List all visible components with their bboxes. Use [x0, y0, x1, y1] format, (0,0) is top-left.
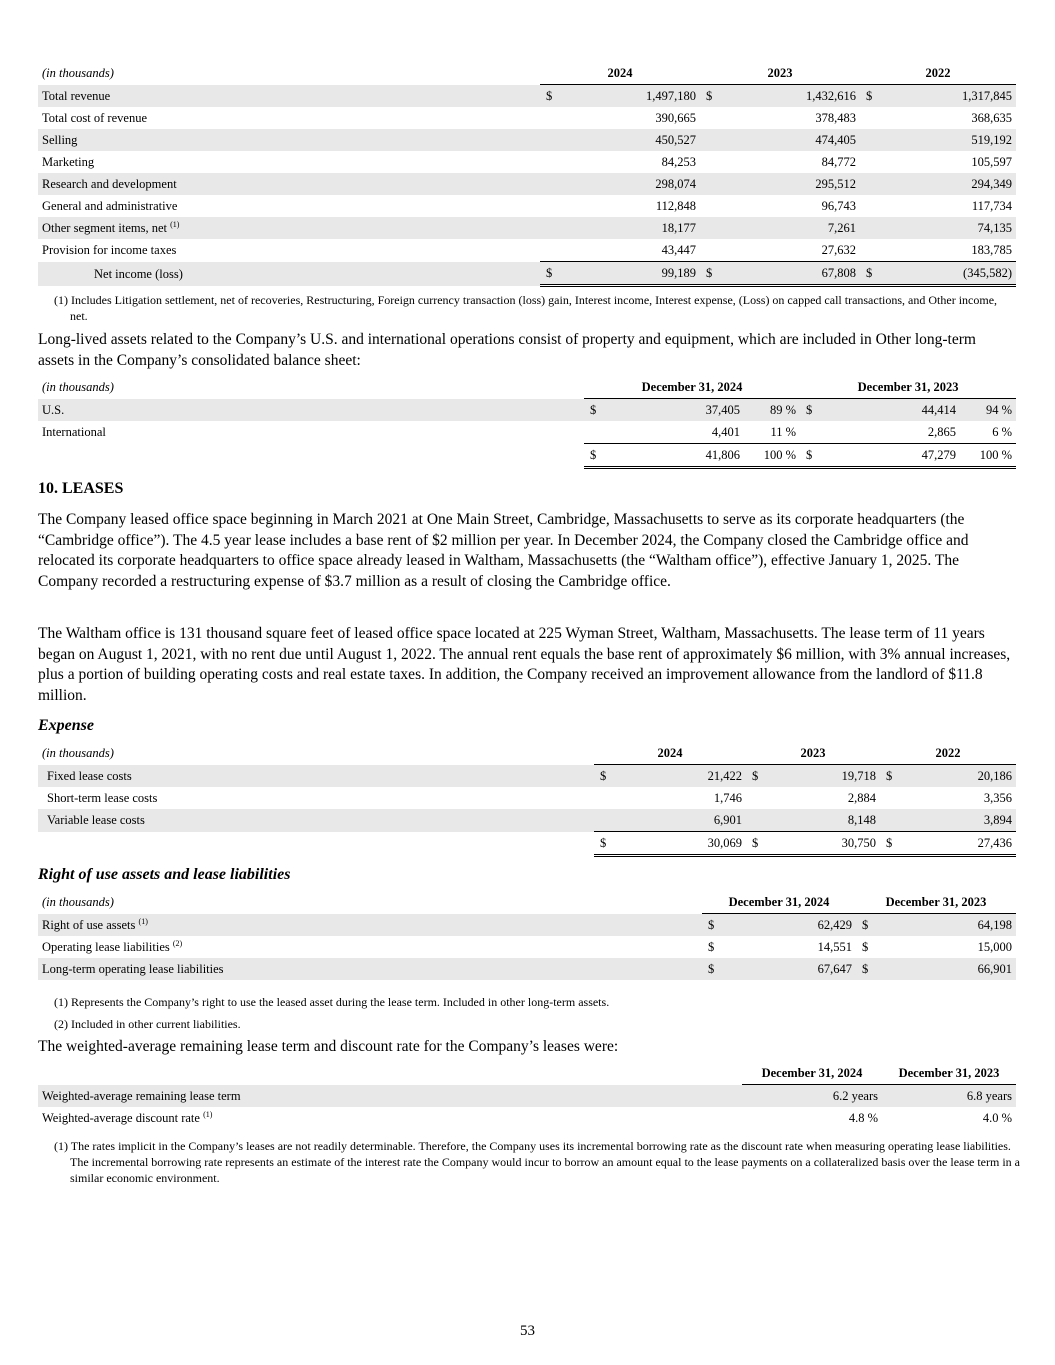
table-row [38, 914, 1016, 937]
row-label: Fixed lease costs [38, 765, 594, 788]
cell-value: 390,665 [655, 111, 696, 125]
table-row [38, 1107, 1016, 1129]
cell-value: 378,483 [815, 111, 856, 125]
row-label: Total cost of revenue [42, 111, 147, 125]
segment-income-table [38, 62, 1016, 287]
row-label-text: Other segment items, net [42, 221, 167, 235]
table-row [38, 958, 1016, 980]
cell-value: 84,772 [821, 155, 856, 169]
table-row [38, 1085, 1016, 1108]
leases-paragraph-2: The Waltham office is 131 thousand square feet of leased office space located at 225 Wyman Street, Waltham, Massachusetts. The lease term of 11 years began on August 1, 2021, with no rent due until August 1, 2022. The annual rent equals the base rent of approximately $6 million, with 3% annual increases, plus a portion of building operating costs and real estate taxes. In addition, the Company received an improvement allowance from the landlord of $11.8 million. [38, 625, 1011, 704]
cell-value: 3,894 [900, 809, 1016, 832]
currency-symbol: $ [540, 85, 562, 108]
column-header: December 31, 2023 [800, 376, 1016, 399]
cell-value: 4,401 [711, 425, 740, 439]
row-label: Long-term operating lease liabilities [38, 958, 702, 980]
cell-value: 298,074 [562, 173, 700, 195]
row-label: International [42, 425, 106, 440]
currency-symbol: $ [800, 399, 820, 422]
table-row [38, 85, 1016, 108]
cell-value: 368,635 [971, 111, 1012, 125]
cell-value: 21,422 [614, 765, 746, 788]
column-header: December 31, 2024 [742, 1062, 882, 1085]
cell-value: 450,527 [562, 129, 700, 151]
cell-value: 6.8 years [882, 1085, 1016, 1108]
currency-symbol: $ [746, 832, 766, 856]
total-value: 47,279 [820, 444, 960, 468]
weighted-footnote: (1) The rates implicit in the Company’s leases are not readily determinable. Therefore, the Company uses its incremental borrowing rate as the discount rate when measuring operating lease liabilities. The incremental borrowing rate represents an estimate of the interest rate the Company would incur to borrow an amount equal to the lease payments on a collateralized basis over the lease term in a similar economic environment. [54, 1139, 1020, 1185]
table-header-row [38, 891, 1016, 914]
table-header-row [38, 376, 1016, 399]
table-row [38, 217, 1016, 239]
column-header: December 31, 2023 [856, 891, 1016, 914]
cell-value: 519,192 [882, 129, 1016, 151]
currency-symbol: $ [880, 832, 900, 856]
cell-value: 84,253 [661, 155, 696, 169]
cell-value: 3,356 [983, 791, 1012, 805]
cell-value: 62,429 [722, 914, 856, 937]
total-row [38, 262, 1016, 286]
lease-expense-table [38, 742, 1016, 857]
row-label-text: Operating lease liabilities [42, 940, 170, 954]
leases-heading: 10. LEASES [38, 480, 124, 497]
total-value: 67,808 [722, 262, 860, 286]
currency-symbol: $ [584, 444, 604, 468]
cell-value: 27,632 [821, 243, 856, 257]
units-label: (in thousands) [42, 895, 114, 910]
units-label: (in thousands) [42, 746, 114, 761]
weighted-average-table [38, 1062, 1016, 1129]
weighted-intro: The weighted-average remaining lease term and discount rate for the Company’s leases were: [38, 1038, 619, 1055]
cell-value: 20,186 [900, 765, 1016, 788]
cell-percent: 94 % [960, 399, 1016, 422]
row-label: General and administrative [42, 199, 178, 213]
currency-symbol: $ [860, 262, 882, 286]
total-value: 30,750 [766, 832, 880, 856]
table-row [38, 107, 1016, 129]
row-label: Research and development [38, 173, 540, 195]
table-row [38, 421, 1016, 444]
cell-value: 18,177 [562, 217, 700, 239]
currency-symbol: $ [594, 832, 614, 856]
column-header: 2024 [594, 742, 746, 765]
cell-value: 2,884 [847, 791, 876, 805]
cell-value: 96,743 [821, 199, 856, 213]
currency-symbol: $ [700, 262, 722, 286]
leases-paragraph-1: The Company leased office space beginning in March 2021 at One Main Street, Cambridge, Massachusetts to serve as its corporate headquarters (the “Cambridge office”). The 4.5 year lease includes a base rent of $2 million per year. In December 2024, the Company closed the Cambridge office and relocated its corporate headquarters to office space already leased in Waltham, Massachusetts (the “Waltham office”), effective January 1, 2025. The Company recorded a restructuring expense of $3.7 million as a result of closing the Cambridge office. [38, 511, 969, 590]
row-label [38, 936, 702, 958]
currency-symbol: $ [856, 958, 876, 980]
expense-heading: Expense [38, 717, 94, 734]
rou-heading: Right of use assets and lease liabilities [38, 866, 291, 883]
table-row [38, 195, 1016, 217]
row-label-text: Weighted-average discount rate [42, 1111, 200, 1125]
total-row [38, 832, 1016, 856]
cell-value: 117,734 [971, 199, 1012, 213]
column-header: December 31, 2024 [702, 891, 856, 914]
cell-value: 64,198 [876, 914, 1016, 937]
column-header: 2023 [700, 62, 860, 85]
total-value: 27,436 [900, 832, 1016, 856]
currency-symbol: $ [880, 765, 900, 788]
cell-value: 19,718 [766, 765, 880, 788]
footnote-marker: (1) [170, 219, 180, 229]
table-row [38, 809, 1016, 832]
currency-symbol: $ [700, 85, 722, 108]
total-label: Net income (loss) [38, 262, 540, 286]
total-percent: 100 % [744, 444, 800, 468]
currency-symbol: $ [856, 914, 876, 937]
currency-symbol: $ [708, 940, 715, 954]
currency-symbol: $ [746, 765, 766, 788]
row-label: U.S. [38, 399, 584, 422]
currency-symbol: $ [702, 958, 722, 980]
cell-value: 74,135 [882, 217, 1016, 239]
table-row [38, 129, 1016, 151]
cell-value: 295,512 [722, 173, 860, 195]
total-row [38, 444, 1016, 468]
column-header: 2022 [880, 742, 1016, 765]
cell-value: 1,317,845 [882, 85, 1016, 108]
currency-symbol: $ [862, 940, 869, 954]
row-label-text: Right of use assets [42, 917, 136, 932]
rou-assets-liabilities-table [38, 891, 1016, 980]
currency-symbol: $ [594, 765, 614, 788]
row-label: Selling [38, 129, 540, 151]
table-row [38, 151, 1016, 173]
row-label: Short-term lease costs [47, 791, 158, 805]
cell-value: 66,901 [876, 958, 1016, 980]
cell-value: 1,746 [713, 791, 742, 805]
rou-footnote-2: (2) Included in other current liabilities. [54, 1017, 241, 1031]
cell-value: 1,432,616 [722, 85, 860, 108]
column-header: 2024 [540, 62, 700, 85]
cell-percent: 6 % [992, 425, 1013, 439]
currency-symbol: $ [800, 444, 820, 468]
row-label [38, 1107, 742, 1129]
footnote-marker: (2) [172, 938, 183, 948]
long-lived-intro: Long-lived assets related to the Company’s U.S. and international operations consist of property and equipment, which are included in Other long-term assets in the Company’s consolidated balance sheet: [38, 331, 976, 369]
row-label: Provision for income taxes [42, 243, 177, 258]
total-value: 30,069 [614, 832, 746, 856]
cell-value: 294,349 [882, 173, 1016, 195]
currency-symbol: $ [540, 262, 562, 286]
column-header: December 31, 2024 [584, 376, 800, 399]
row-label [38, 914, 702, 937]
cell-value: 37,405 [604, 399, 744, 422]
table-row [38, 239, 1016, 262]
column-header: December 31, 2023 [882, 1062, 1016, 1085]
cell-value: 43,447 [661, 243, 696, 257]
table-header-row [38, 62, 1016, 85]
table-row [38, 399, 1016, 422]
cell-value: 2,865 [927, 425, 957, 439]
table-row [38, 765, 1016, 788]
footnote-marker: (1) [138, 916, 148, 926]
cell-value: 6,901 [614, 809, 746, 832]
cell-value: 8,148 [766, 809, 880, 832]
table-row [38, 787, 1016, 809]
cell-percent: 11 % [770, 425, 797, 439]
column-header: 2023 [746, 742, 880, 765]
cell-value: 4.0 % [982, 1111, 1012, 1125]
units-label: (in thousands) [42, 66, 114, 81]
cell-value: 105,597 [971, 155, 1012, 169]
cell-value: 15,000 [977, 940, 1012, 954]
column-header: 2022 [860, 62, 1016, 85]
total-value: 99,189 [562, 262, 700, 286]
cell-value: 112,848 [655, 199, 696, 213]
units-label: (in thousands) [42, 380, 114, 395]
rou-footnote-1: (1) Represents the Company’s right to use the leased asset during the lease term. Included in other long-term assets. [54, 995, 610, 1009]
cell-value: 1,497,180 [562, 85, 700, 108]
cell-value: 7,261 [722, 217, 860, 239]
row-label: Total revenue [38, 85, 540, 108]
row-label: Weighted-average remaining lease term [38, 1085, 742, 1108]
table-header-row [38, 1062, 1016, 1085]
cell-value: 183,785 [971, 243, 1012, 257]
table-header-row [38, 742, 1016, 765]
cell-value: 474,405 [722, 129, 860, 151]
total-percent: 100 % [960, 444, 1016, 468]
long-lived-assets-table [38, 376, 1016, 469]
currency-symbol: $ [584, 399, 604, 422]
page-number: 53 [520, 1323, 535, 1339]
segment-footnote: (1) Includes Litigation settlement, net of recoveries, Restructuring, Foreign currency transaction (loss) gain, Interest income, Interest expense, (Loss) on capped call transactions, and Other income, net. [54, 293, 998, 323]
cell-value: 6.2 years [742, 1085, 882, 1108]
table-row [38, 173, 1016, 195]
cell-value: 4.8 % [848, 1111, 878, 1125]
currency-symbol: $ [860, 85, 882, 108]
cell-value: 67,647 [722, 958, 856, 980]
table-row [38, 936, 1016, 958]
footnote-marker: (1) [203, 1109, 213, 1119]
cell-value: 14,551 [817, 940, 852, 954]
total-value: (345,582) [882, 262, 1016, 286]
total-value: 41,806 [604, 444, 744, 468]
row-label: Variable lease costs [38, 809, 594, 832]
row-label: Marketing [42, 155, 95, 169]
cell-percent: 89 % [744, 399, 800, 422]
cell-value: 44,414 [820, 399, 960, 422]
row-label [38, 217, 540, 239]
currency-symbol: $ [702, 914, 722, 937]
